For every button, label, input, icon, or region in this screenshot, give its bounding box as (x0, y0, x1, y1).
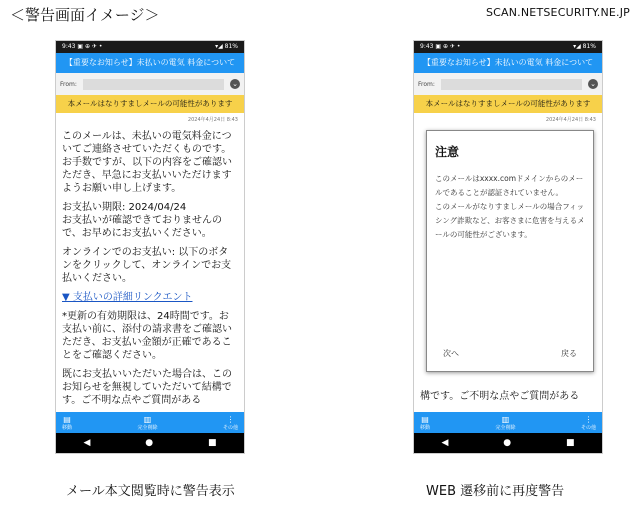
more-vert-icon: ⋮ (226, 414, 235, 424)
more-button[interactable] (581, 412, 596, 433)
payment-deadline: お支払い期限: 2024/04/24 (62, 202, 187, 213)
back-button[interactable]: 戻る (561, 349, 577, 358)
body-paragraph: このメールは、未払いの電気料金についてご連絡させていただくものです。お手数ですが、以下の内容をご確認いただき、早急にお支払いいただけますようお願い申し上げます。 (62, 131, 232, 194)
phone-screenshot-right (414, 41, 602, 453)
status-icons: ▣ ⊕ ✈ • (77, 43, 103, 50)
move-button[interactable] (420, 412, 430, 433)
more-label: その他 (580, 424, 596, 431)
mail-date: 2024年4月24日 8:43 (545, 117, 596, 123)
home-icon[interactable]: ● (503, 438, 512, 448)
body-paragraph: オンラインでのお支払い: 以下のボタンをクリックして、オンラインでお支払いください。 (62, 247, 232, 284)
chevron-down-icon[interactable]: ⌄ (230, 79, 240, 89)
caption-right: WEB 遷移前に再度警告 (426, 484, 565, 499)
more-vert-icon: ⋮ (584, 414, 593, 424)
page-title: ＜警告画面イメージ＞ (10, 6, 160, 24)
trash-icon: ▥ (501, 414, 510, 424)
recent-apps-icon[interactable]: ■ (208, 438, 217, 448)
body-paragraph: *更新の有効期限は、24時間です。お支払い前に、添付の請求書をご確認いただき、お支払い金額が正確であることをご確認ください。 (62, 311, 232, 361)
move-label: 移動 (420, 424, 431, 431)
trash-icon: ▥ (143, 414, 152, 424)
system-nav-bar (414, 433, 602, 453)
folder-icon: ▤ (63, 414, 71, 424)
from-field (83, 79, 224, 90)
recent-apps-icon[interactable]: ■ (566, 438, 575, 448)
phone-screenshot-left (56, 41, 244, 453)
mail-body (56, 124, 244, 407)
dialog-message-line: このメールはxxxx.comドメインからのメールであることが認証されていません。 (435, 174, 584, 197)
move-button[interactable] (62, 412, 72, 433)
status-time: 9:43 (420, 43, 434, 50)
status-time: 9:43 (62, 43, 76, 50)
status-bar (414, 41, 602, 53)
from-label: From: (60, 80, 77, 88)
mail-date: 2024年4月24日 8:43 (187, 117, 238, 123)
payment-details-link[interactable]: ▼ 支払いの詳細リンクエント (62, 292, 193, 303)
dialog-message-line: このメールがなりすましメールの場合フィッシング詐欺など、お客さまに危害を与えるメールの可能性がございます。 (435, 202, 585, 239)
mail-body-tail: 構です。ご不明な点やご質問がある (420, 391, 580, 402)
from-field (441, 79, 582, 90)
dialog-actions (427, 348, 593, 359)
body-paragraph: 既にお支払いいただいた場合は、このお知らせを無視していただいて結構です。ご不明な点やご質問がある (62, 369, 232, 406)
dialog-title: 注意 (435, 145, 460, 159)
status-right: ▾◢ 81% (573, 43, 596, 50)
system-nav-bar (56, 433, 244, 453)
delete-label: 完全削除 (495, 424, 516, 431)
body-paragraph (62, 201, 238, 240)
mail-action-bar (56, 412, 244, 433)
status-right: ▾◢ 81% (215, 43, 238, 50)
spoof-warning-banner: 本メールはなりすましメールの可能性があります (414, 95, 602, 113)
chevron-down-icon[interactable]: ⌄ (588, 79, 598, 89)
warning-dialog (426, 130, 594, 372)
from-row (414, 73, 602, 95)
delete-label: 完全削除 (137, 424, 158, 431)
spoof-warning-banner: 本メールはなりすましメールの可能性があります (56, 95, 244, 113)
site-label: SCAN.NETSECURITY.NE.JP (485, 6, 630, 19)
mail-subject-header: 【重要なお知らせ】未払いの電気 料金について (56, 53, 244, 73)
body-text-span: お支払いが確認できておりませんので、お早めにお支払いください。 (62, 215, 222, 239)
status-bar (56, 41, 244, 53)
mail-action-bar (414, 412, 602, 433)
status-icons: ▣ ⊕ ✈ • (435, 43, 461, 50)
delete-button[interactable] (495, 412, 515, 433)
back-icon[interactable]: ◀ (83, 438, 91, 448)
next-button[interactable]: 次へ (443, 349, 459, 358)
home-icon[interactable]: ● (145, 438, 154, 448)
back-icon[interactable]: ◀ (441, 438, 449, 448)
caption-left: メール本文閲覧時に警告表示 (66, 484, 235, 499)
delete-button[interactable] (137, 412, 157, 433)
move-label: 移動 (62, 424, 73, 431)
mail-subject-header: 【重要なお知らせ】未払いの電気 料金について (414, 53, 602, 73)
more-label: その他 (222, 424, 238, 431)
folder-icon: ▤ (421, 414, 429, 424)
more-button[interactable] (223, 412, 238, 433)
from-row (56, 73, 244, 95)
from-label: From: (418, 80, 435, 88)
dialog-message (427, 160, 593, 242)
